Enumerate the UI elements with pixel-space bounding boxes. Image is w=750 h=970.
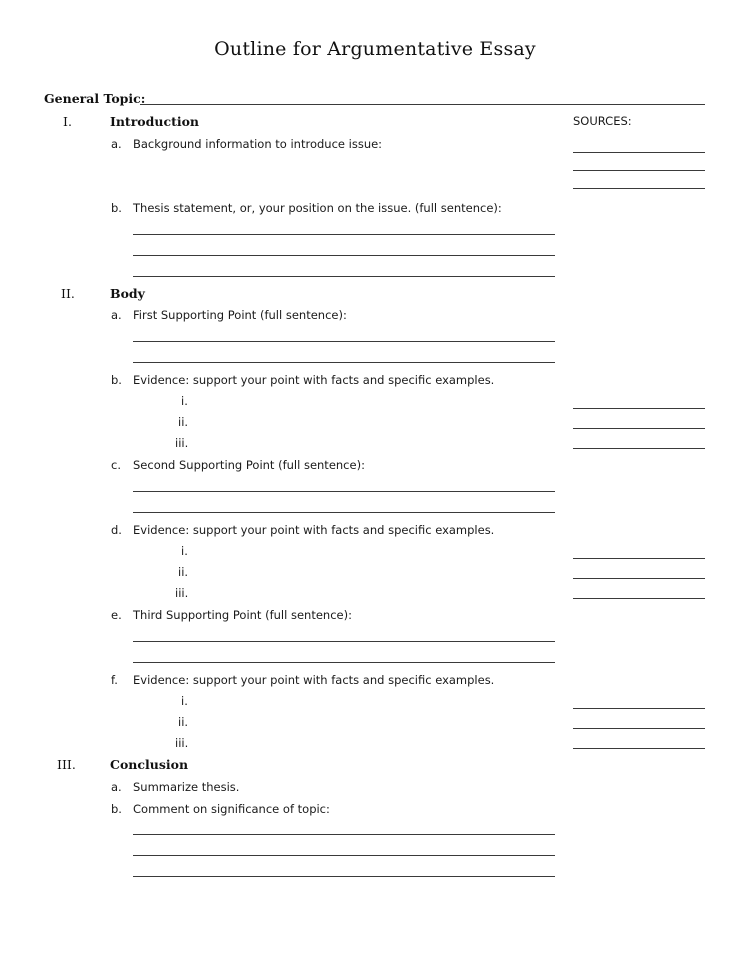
- section-heading-introduction: Introduction: [110, 114, 200, 129]
- evidence-marker-ii: ii.: [178, 715, 189, 729]
- source-line[interactable]: [573, 170, 705, 171]
- item-text-2c: Second Supporting Point (full sentence):: [133, 458, 365, 472]
- item-text-1a: Background information to introduce issue:: [133, 137, 383, 151]
- page-title: Outline for Argumentative Essay: [214, 38, 536, 60]
- item-letter-1b: b.: [111, 201, 122, 215]
- evidence-marker-iii: iii.: [175, 436, 189, 450]
- item-text-2b: Evidence: support your point with facts and specific examples.: [133, 373, 495, 387]
- evidence-marker-iii: iii.: [175, 736, 189, 750]
- evidence-marker-ii: ii.: [178, 565, 189, 579]
- evidence-marker-i: i.: [181, 544, 188, 558]
- item-text-2d: Evidence: support your point with facts and specific examples.: [133, 523, 495, 537]
- section-numeral-2: II.: [61, 286, 75, 301]
- evidence-marker-i: i.: [181, 694, 188, 708]
- item-letter-3b: b.: [111, 802, 122, 816]
- source-line[interactable]: [573, 448, 705, 449]
- item-text-1b: Thesis statement, or, your position on the issue. (full sentence):: [133, 201, 502, 215]
- evidence-marker-iii: iii.: [175, 586, 189, 600]
- write-line[interactable]: [133, 512, 555, 513]
- source-line[interactable]: [573, 188, 705, 189]
- sources-label: SOURCES:: [573, 114, 632, 128]
- item-text-2a: First Supporting Point (full sentence):: [133, 308, 347, 322]
- write-line[interactable]: [133, 341, 555, 342]
- evidence-marker-ii: ii.: [178, 415, 189, 429]
- item-letter-2a: a.: [111, 308, 122, 322]
- write-line[interactable]: [133, 491, 555, 492]
- section-heading-conclusion: Conclusion: [110, 757, 189, 772]
- source-line[interactable]: [573, 428, 705, 429]
- write-line[interactable]: [133, 855, 555, 856]
- source-line[interactable]: [573, 152, 705, 153]
- item-letter-2e: e.: [111, 608, 122, 622]
- general-topic-label: General Topic:: [44, 91, 146, 106]
- source-line[interactable]: [573, 558, 705, 559]
- item-letter-1a: a.: [111, 137, 122, 151]
- source-line[interactable]: [573, 708, 705, 709]
- write-line[interactable]: [133, 834, 555, 835]
- item-letter-3a: a.: [111, 780, 122, 794]
- source-line[interactable]: [573, 748, 705, 749]
- write-line[interactable]: [133, 641, 555, 642]
- item-text-2e: Third Supporting Point (full sentence):: [133, 608, 352, 622]
- source-line[interactable]: [573, 598, 705, 599]
- write-line[interactable]: [133, 234, 555, 235]
- source-line[interactable]: [573, 578, 705, 579]
- item-text-2f: Evidence: support your point with facts and specific examples.: [133, 673, 495, 687]
- write-line[interactable]: [133, 876, 555, 877]
- write-line[interactable]: [133, 276, 555, 277]
- source-line[interactable]: [573, 408, 705, 409]
- general-topic-input-line[interactable]: [140, 104, 705, 105]
- item-text-3b: Comment on significance of topic:: [133, 802, 330, 816]
- write-line[interactable]: [133, 362, 555, 363]
- item-letter-2d: d.: [111, 523, 122, 537]
- section-numeral-3: III.: [57, 757, 76, 772]
- item-text-3a: Summarize thesis.: [133, 780, 240, 794]
- section-heading-body: Body: [110, 286, 145, 301]
- item-letter-2b: b.: [111, 373, 122, 387]
- item-letter-2f: f.: [111, 673, 118, 687]
- write-line[interactable]: [133, 255, 555, 256]
- evidence-marker-i: i.: [181, 394, 188, 408]
- write-line[interactable]: [133, 662, 555, 663]
- source-line[interactable]: [573, 728, 705, 729]
- item-letter-2c: c.: [111, 458, 121, 472]
- section-numeral-1: I.: [63, 114, 72, 129]
